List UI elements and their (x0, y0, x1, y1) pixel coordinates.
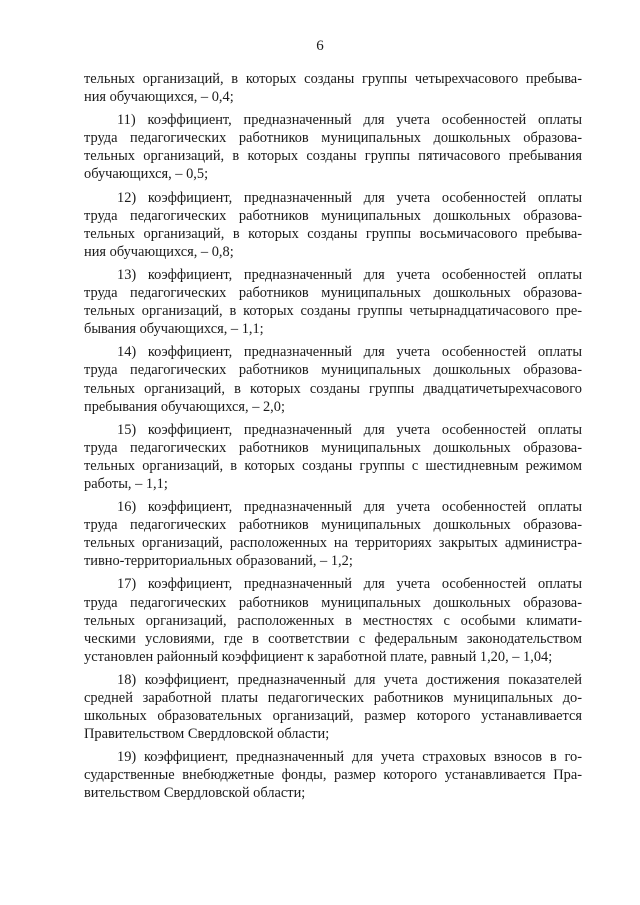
text-line: тельных организаций, расположенных в местностях с особыми климати- (84, 612, 582, 629)
text-line: сударственные внебюджетные фонды, размер которого устанавливается Пра- (84, 767, 582, 784)
text-line: тельных организаций, в которых созданы группы пятичасового пребывания (84, 148, 582, 165)
text-line: тельных организаций, расположенных на территориях закрытых администра- (84, 535, 582, 552)
text-line: обучающихся, – 0,5; (84, 166, 209, 183)
text-line: тельных организаций, в которых созданы группы четырнадцатичасового пре- (84, 303, 582, 320)
text-line: тельных организаций, в которых созданы группы двадцатичетырехчасового (84, 380, 582, 397)
text-line: труда педагогических работников муниципальных дошкольных образова- (84, 285, 582, 302)
text-line: вительством Свердловской области; (84, 785, 306, 802)
text-line: Правительством Свердловской области; (84, 726, 330, 743)
text-line: труда педагогических работников муниципальных дошкольных образова- (84, 207, 582, 224)
text-line: 12) коэффициент, предназначенный для учета особенностей оплаты (117, 189, 582, 206)
paragraph-item-14 (84, 343, 582, 415)
text-line: 14) коэффициент, предназначенный для учета особенностей оплаты (117, 344, 582, 361)
text-line: средней заработной платы педагогических работников муниципальных до- (84, 690, 582, 706)
paragraph-item-18 (84, 671, 582, 743)
text-line: ческими условиями, где в соответствии с федеральным законодательством (84, 630, 582, 647)
text-line: 16) коэффициент, предназначенный для учета особенностей оплаты (117, 499, 582, 516)
document-body (84, 70, 582, 808)
text-line: тивно-территориальных образований, – 1,2; (84, 553, 353, 570)
text-line: ния обучающихся, – 0,4; (84, 89, 234, 106)
text-line: 11) коэффициент, предназначенный для учета особенностей оплаты (117, 112, 582, 129)
text-line: бывания обучающихся, – 1,1; (84, 321, 264, 338)
text-line: 18) коэффициент, предназначенный для учета достижения показателей (117, 671, 582, 688)
text-line: тельных организаций, в которых созданы группы восьмичасового пребыва- (84, 225, 582, 242)
text-line: труда педагогических работников муниципальных дошкольных образова- (84, 594, 582, 611)
paragraph-continuation (84, 70, 582, 106)
paragraph-item-12 (84, 189, 582, 261)
text-line: установлен районный коэффициент к заработной плате, равный 1,20, – 1,04; (84, 648, 553, 665)
text-line: пребывания обучающихся, – 2,0; (84, 398, 285, 415)
text-line: 15) коэффициент, предназначенный для учета особенностей оплаты (117, 421, 582, 438)
text-line: ния обучающихся, – 0,8; (84, 243, 234, 260)
text-line: 13) коэффициент, предназначенный для учета особенностей оплаты (117, 266, 582, 283)
text-line: работы, – 1,1; (84, 475, 168, 492)
paragraph-item-11 (84, 111, 582, 183)
paragraph-item-17 (84, 575, 582, 665)
text-line: труда педагогических работников муниципальных дошкольных образова- (84, 130, 582, 147)
text-line: труда педагогических работников муниципальных дошкольных образова- (84, 362, 582, 379)
text-line: труда педагогических работников муниципальных дошкольных образова- (84, 517, 582, 534)
paragraph-item-13 (84, 266, 582, 338)
paragraph-item-16 (84, 498, 582, 570)
text-line: труда педагогических работников муниципальных дошкольных образова- (84, 439, 582, 456)
text-line: школьных образовательных организаций, размер которого устанавливается (84, 708, 582, 725)
paragraph-item-15 (84, 421, 582, 493)
text-line: 17) коэффициент, предназначенный для учета особенностей оплаты (117, 576, 582, 593)
text-line: тельных организаций, в которых созданы группы четырехчасового пребыва- (84, 71, 582, 87)
page-number: 6 (316, 38, 324, 54)
paragraph-item-19 (84, 748, 582, 802)
text-line: 19) коэффициент, предназначенный для учета страховых взносов в го- (117, 749, 582, 766)
text-line: тельных организаций, в которых созданы группы с шестидневным режимом (84, 457, 582, 474)
